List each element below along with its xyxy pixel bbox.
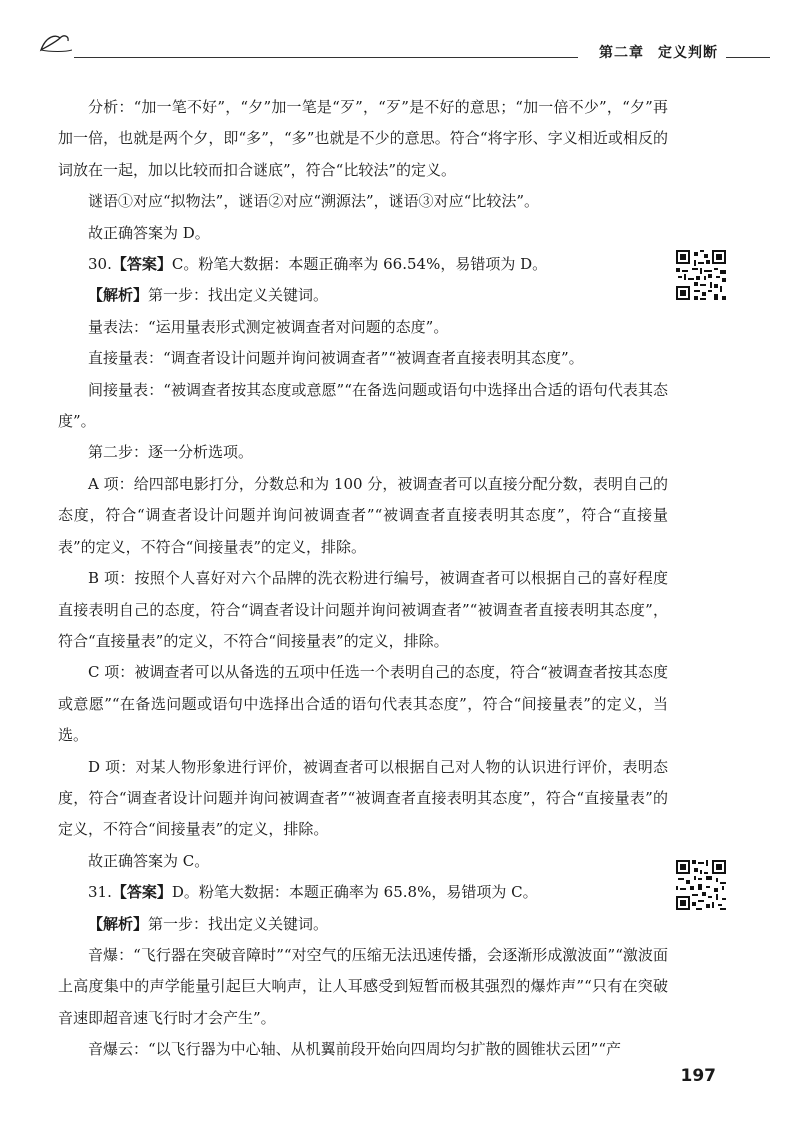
chapter-number: 第二章 bbox=[599, 45, 644, 61]
option-d: D 项：对某人物形象进行评价，被调查者可以根据自己对人物的认识进行评价，表明态度，符合“调查者设计问题并询问被调查者”“被调查者直接表明其态度”，符合“直接量表”的定义，不符合“间接量表”的定义，排除。 bbox=[58, 757, 668, 839]
paragraph: 故正确答案为 C。 bbox=[88, 851, 210, 870]
paragraph: 分析：“加一笔不好”，“夕”加一笔是“歹”，“歹”是不好的意思；“加一倍不少”，“夕”再加一倍，也就是两个夕，即“多”，“多”也就是不少的意思。符合“将字形、字义相近或相反的词放在一起，加以比较而扣合谜底”，符合“比较法”的定义。 bbox=[58, 98, 668, 179]
paragraph: 音爆：“飞行器在突破音障时”“对空气的压缩无法迅速传播，会逐渐形成激波面”“激波面上高度集中的声学能量引起巨大响声，让人耳感受到短暂而极其强烈的爆炸声”“只有在突破音速即超音速飞行时才会产生”。 bbox=[58, 945, 668, 1027]
header-rule-left bbox=[74, 57, 578, 58]
paragraph: 量表法：“运用量表形式测定被调查者对问题的态度”。 bbox=[88, 317, 449, 336]
paragraph: 音爆云：“以飞行器为中心轴、从机翼前段开始向四周均匀扩散的圆锥状云团”“产 bbox=[88, 1040, 622, 1059]
paragraph: 第二步：逐一分析选项。 bbox=[88, 443, 254, 462]
paragraph: 间接量表：“被调查者按其态度或意愿”“在备选问题或语句中选择出合适的语句代表其态度”。 bbox=[58, 380, 668, 431]
leaf-icon bbox=[38, 30, 72, 54]
analysis-30: 【解析】第一步：找出定义关键词。 bbox=[88, 286, 329, 305]
analysis-31: 【解析】第一步：找出定义关键词。 bbox=[88, 914, 329, 933]
option-b: B 项：按照个人喜好对六个品牌的洗衣粉进行编号，被调查者可以根据自己的喜好程度直接表明自己的态度，符合“调查者设计问题并询问被调查者”“被调查者直接表明其态度”，符合“直接量表”的定义，不符合“间接量表”的定义，排除。 bbox=[58, 569, 668, 650]
option-a: A 项：给四部电影打分，分数总和为 100 分，被调查者可以直接分配分数，表明自己的态度，符合“调查者设计问题并询问被调查者”“被调查者直接表明其态度”，符合“直接量表”的定义，不符合“间接量表”的定义，排除。 bbox=[58, 474, 668, 556]
page-number: 197 bbox=[680, 1066, 716, 1086]
paragraph: 直接量表：“调查者设计问题并询问被调查者”“被调查者直接表明其态度”。 bbox=[88, 349, 584, 368]
paragraph: 谜语①对应“拟物法”，谜语②对应“溯源法”，谜语③对应“比较法”。 bbox=[88, 192, 540, 211]
option-c: C 项：被调查者可以从备选的五项中任选一个表明自己的态度，符合“被调查者按其态度或意愿”“在备选问题或语句中选择出合适的语句代表其态度”，符合“间接量表”的定义，当选。 bbox=[58, 663, 668, 745]
running-header bbox=[38, 28, 770, 68]
qr-code-icon[interactable] bbox=[676, 250, 726, 300]
body-text bbox=[58, 92, 668, 1066]
qr-code-icon[interactable] bbox=[676, 860, 726, 910]
answer-31: 31.【答案】D。粉笔大数据：本题正确率为 65.8%，易错项为 C。 bbox=[88, 883, 538, 902]
chapter-title bbox=[599, 42, 718, 62]
header-rule-right bbox=[726, 57, 770, 58]
paragraph: 故正确答案为 D。 bbox=[88, 223, 210, 242]
section-name: 定义判断 bbox=[658, 45, 718, 61]
answer-30: 30.【答案】C。粉笔大数据：本题正确率为 66.54%，易错项为 D。 bbox=[88, 255, 548, 274]
